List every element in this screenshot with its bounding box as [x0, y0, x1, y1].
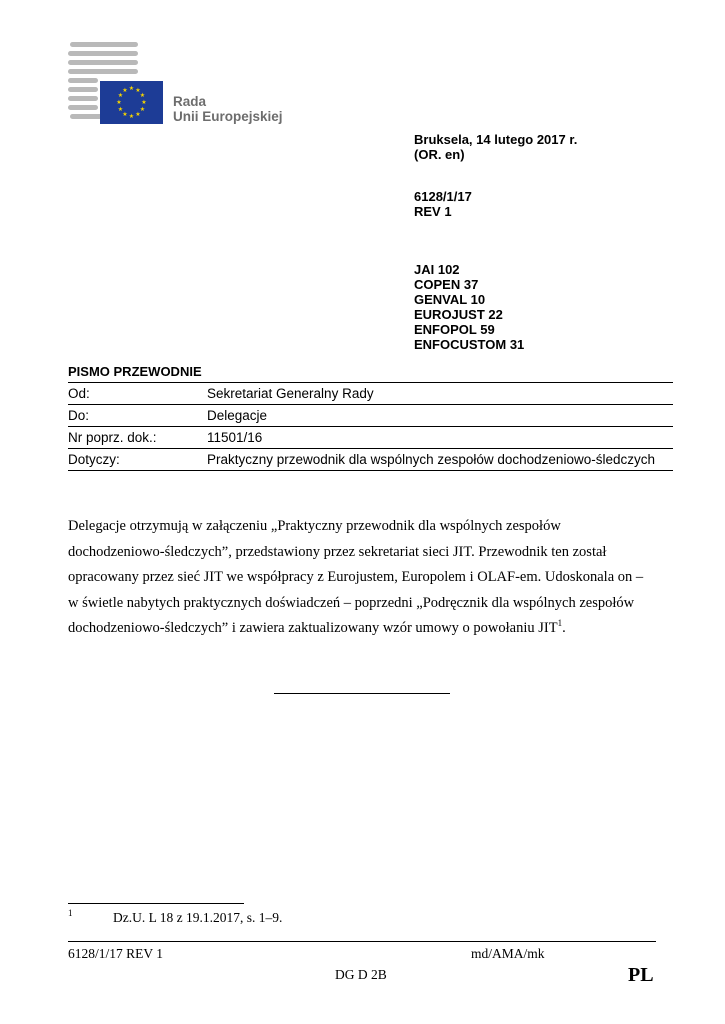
svg-text:★: ★: [128, 113, 135, 120]
footer-initials: md/AMA/mk: [471, 946, 545, 961]
body-line: Delegacje otrzymują w załączeniu „Praktyczny przewodnik dla wspólnych zespołów: [68, 518, 561, 534]
place-date: Bruksela, 14 lutego 2017 r.: [414, 132, 578, 147]
svg-text:★: ★: [139, 92, 146, 99]
meta-row-subject: [68, 449, 673, 471]
svg-text:★: ★: [135, 87, 141, 94]
svg-text:★: ★: [122, 111, 128, 118]
meta-value: 11501/16: [207, 430, 263, 445]
meta-label: Nr poprz. dok.:: [68, 430, 157, 445]
body-line: dochodzeniowo-śledczych” i zawiera zaktualizowany wzór umowy o powołaniu JIT: [68, 620, 558, 636]
eu-flag-icon: [100, 81, 163, 124]
org-name-line2: Unii Europejskiej: [173, 109, 283, 124]
svg-text:★: ★: [117, 106, 124, 113]
classification-codes: [414, 262, 524, 352]
revision: REV 1: [414, 204, 452, 219]
footer-doc-ref: 6128/1/17 REV 1: [68, 946, 164, 961]
doc-number-block: [414, 189, 472, 219]
end-punctuation: .: [562, 620, 566, 636]
svg-text:★: ★: [141, 99, 147, 106]
meta-label: Do:: [68, 408, 90, 423]
org-name-line1: Rada: [173, 94, 207, 109]
svg-text:★: ★: [139, 106, 146, 113]
svg-text:★: ★: [117, 92, 124, 99]
meta-row-to: [68, 405, 673, 427]
code-item: JAI 102: [414, 262, 460, 277]
code-item: ENFOCUSTOM 31: [414, 337, 525, 352]
metadata-table: [68, 382, 673, 471]
body-line-last: [68, 616, 668, 642]
svg-text:★: ★: [135, 111, 141, 118]
svg-text:★: ★: [128, 85, 135, 92]
footnote-separator: [68, 903, 244, 904]
footnote-number: 1: [68, 908, 73, 918]
code-item: COPEN 37: [414, 277, 479, 292]
meta-value: Praktyczny przewodnik dla wspólnych zespołów dochodzeniowo-śledczych: [207, 452, 655, 467]
svg-text:★: ★: [122, 87, 128, 94]
body-line: opracowany przez sieć JIT we współpracy z Eurojustem, Europolem i OLAF-em. Udoskonala on –: [68, 569, 644, 585]
body-line: w świetle nabytych praktycznych doświadczeń – poprzedni „Podręcznik dla wspólnych zespołów: [68, 594, 635, 611]
meta-value: Delegacje: [207, 408, 268, 423]
original-language: (OR. en): [414, 147, 465, 162]
meta-row-from: [68, 383, 673, 405]
code-item: EUROJUST 22: [414, 307, 503, 322]
organization-name: [173, 94, 283, 124]
code-item: ENFOPOL 59: [414, 322, 495, 337]
footer-dg: DG D 2B: [335, 967, 387, 982]
meta-value: Sekretariat Generalny Rady: [207, 386, 374, 401]
place-date-block: [414, 132, 577, 162]
separator-line: [274, 693, 450, 694]
footer-language: PL: [628, 964, 654, 986]
svg-text:★: ★: [116, 99, 122, 106]
code-item: GENVAL 10: [414, 292, 486, 307]
doc-number: 6128/1/17: [414, 189, 472, 204]
meta-label: Dotyczy:: [68, 452, 120, 467]
meta-label: Od:: [68, 386, 90, 401]
footer-separator: [68, 941, 656, 942]
body-line: dochodzeniowo-śledczych”, przedstawiony przez sekretariat sieci JIT. Przewodnik ten został: [68, 543, 607, 560]
body-paragraph: [68, 514, 668, 642]
meta-row-prev-doc: [68, 427, 673, 449]
footnote-reference[interactable]: 1: [557, 618, 563, 628]
footnote-text: Dz.U. L 18 z 19.1.2017, s. 1–9.: [113, 910, 283, 925]
document-type: PISMO PRZEWODNIE: [68, 364, 202, 379]
